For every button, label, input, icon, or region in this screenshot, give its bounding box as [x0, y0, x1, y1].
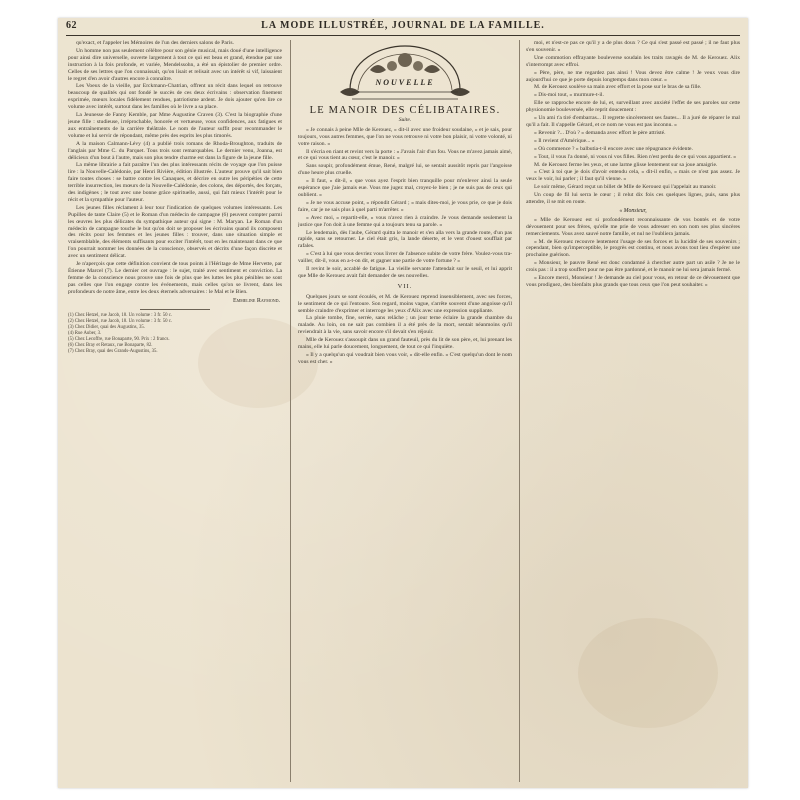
footnote: (6) Chez Bray et Retaux, rue Bonaparte, 82.	[68, 342, 153, 348]
paragraph: Je n'aperçois que cette définition convient de tous points à l'Héritage de Mme Hervette, par Étienne Marcel (7). Le dernier cet ouvrage : le sujet, traité avec sentiment et conviction. La femme de la conscience nous prouve une fois de plus que les luttes les plus pénibles ne sont pas celles que l'on engage contre les événements, mais celles qu'on se livrent, dans les profondeurs de notre âme, entre les deux éternels adversaires : le Mal et le Bien.	[68, 261, 282, 295]
footnote: (1) Chez Hetzel, rue Jacob, 18. Un volume : 3 fr. 50 c.	[68, 312, 173, 318]
column-middle-text	[298, 127, 512, 280]
column-middle-text-after	[298, 294, 512, 366]
column-divider	[290, 40, 291, 782]
paragraph: La pluie tombe, fine, serrée, sans relâche ; un jour terne éclaire la grande chambre du malade. Au loin, on ne sait pas combien il a été près de la mort, sentait néanmoins qu'il reviendrait à la vie, sans savoir encore s'il devait s'en réjouir.	[298, 315, 512, 336]
letter-paragraph: « Mlle de Kerouez est si profondément reconnaissante de vos bontés et de votre dévouement pour ses frères, qu'elle me prie de vous adresser en son nom ses plus sincères remerciements. Vous avez sauvé notre famille, et nul ne l'oubliera jamais.	[526, 216, 740, 237]
ornament-icon	[330, 40, 480, 102]
paragraph: Le lendemain, dès l'aube, Gérard quitta le manoir et s'en alla vers la grande route, d'un pas rapide, sans se retourner. Le ciel était gris, la lande déserte, et le vent d'ouest soufflait par rafales.	[298, 229, 512, 250]
newspaper-page	[58, 18, 748, 788]
paragraph: « C'est à lui que vous devriez vous livrer de l'absence subite de votre frère. Voulez-vous tra-vailler, dit-il, vous en a-t-on dit, et gagner une partie de votre fortune ? »	[298, 251, 512, 265]
footnote: (2) Chez Hetzel, rue Jacob, 18. Un volume : 3 fr. 50 c.	[68, 318, 173, 324]
paragraph: « Je ne vous accuse point, » répondit Gérard ; « mais dites-moi, je vous prie, ce que je dois faire, car je ne sais plus à quel parti m'arrêter. »	[298, 199, 512, 213]
paragraph: Sans soupir, profondément émue, René, malgré lui, se sentait aussitôt repris par l'angoisse d'une heure plus cruelle.	[298, 163, 512, 177]
column-left	[68, 40, 282, 782]
paragraph: « Avec moi, » repartit-elle, « vous n'avez rien à craindre. Je vous demande seulement la justice que l'on doit à une femme qui a toujours tenu sa parole. »	[298, 214, 512, 228]
paragraph: Mlle de Kerouez s'assoupit dans un grand fauteuil, près du lit de son père, et, lui prenant les mains, elle lui parle doucement, longuement, de tout ce qui l'inquiète.	[298, 337, 512, 351]
paragraph: « Il y a quelqu'un qui voudrait bien vous voir, » dit-elle enfin. « C'est quelqu'un dont le nom vous est cher. »	[298, 352, 512, 365]
vignette-label: NOUVELLE	[375, 78, 435, 87]
paragraph: Les Voeux de la vieille, par Erckmann-Chatrian, offrent un récit dans lequel on retrouve beaucoup de qualités qui ont fondé le succès de ces deux écrivains : observation finement exprimée, mœurs locales fidèlement rendues, patriotisme ardent. Je dois ajouter qu'en lire ce volume avec intérêt, surtout dans les familles où le livre a sa place.	[68, 83, 282, 111]
column-divider	[519, 40, 520, 782]
paragraph: Les jeunes filles réclament à leur tour l'indication de quelques volumes intéressants. Les Pupilles de tante Claire (5) et le Roman d'un médecin de campagne (6) peuvent compter parmi les œuvres les plus délicates du sympathique auteur qui signe : M. Maryan. Le Roman d'un médecin de campagne touche le but qu'on doit se proposer les écrivains quand ils composent des récits pour les femmes et les jeunes filles : trouver, dans une situation simple et vraisemblable, des éléments suffisants pour exciter l'intérêt, tout en les maintenant dans ce que l'on pourrait nommer les données de la conscience, observés et décrits d'une façon discrète et avec un sentiment délicat.	[68, 204, 282, 260]
letter-salutation: « Monsieur,	[619, 207, 647, 214]
story-title: LE MANOIR DES CÉLIBATAIRES.	[309, 105, 501, 116]
paragraph: Quelques jours se sont écoulés, et M. de Kerouez reprend insensiblement, avec ses forces, le sentiment de ce qui l'entoure. Son regard, moins vague, s'arrête souvent d'une angoisse qu'il semble craindre d'exprimer et interroge les yeux d'Alix avec une expression suppliante.	[298, 293, 512, 314]
section-number: VII.	[397, 282, 413, 290]
paragraph: Un coup de fil lui serra le cœur ; il relut dix fois ces quelques lignes, puis, sans plus attendre, il se mit en route.	[526, 192, 740, 206]
paragraph: A la maison Calmann-Lévy (4) a publié trois romans de Rhoda-Broughton, traduits de l'anglais par Mme C. du Parquet. Tous trois sont remarquables. Le dernier venu, Joanna, est délicieux d'un bout à l'autre, mais son plus tendre charme est dans la figure de la jeune fille.	[68, 140, 282, 161]
column-right-text	[526, 40, 740, 206]
footnote: (4) Rue Auber, 3.	[68, 330, 102, 336]
author-signature: Emmeline Raymond.	[233, 297, 280, 304]
nouvelle-vignette	[330, 40, 480, 102]
paragraph: « Je connais à peine Mlle de Kerouez, » dit-il avec une froideur soudaine, « et je sais, pour toujours, vous autres femmes, que l'on ne vous retrouve ni votre bon plaisir, ni votre volonté, ni votre raison. »	[298, 126, 512, 147]
footnote-rule	[140, 309, 210, 310]
paragraph: qu'exact, et l'appeler les Mémoires de l'un des derniers salons de Paris.	[76, 40, 234, 46]
page-header	[66, 20, 740, 34]
footnote: (5) Chez Lecoffre, rue Bonaparte, 90. Prix : 2 francs.	[68, 336, 170, 342]
paragraph: Une commotion effrayante bouleverse soudain les traits ravagés de M. de Kerouez. Alix s'interrompt avec effroi.	[526, 54, 740, 68]
paragraph: M. de Kerouez soulève sa main avec effort et la pose sur le bras de sa fille.	[534, 84, 702, 91]
paragraph: Il revint le soir, accablé de fatigue. La vieille servante l'attendait sur le seuil, et lui apprit que Mlle de Kerouez avait fait demander de ses nouvelles.	[298, 266, 512, 279]
paragraph: « Un ami t'a tiré d'embarras... Il regrette sincèrement ses fautes... Il a juré de réparer le mal qu'il a fait. Il s'appelle Gérard, et ce nom ne vous est pas inconnu. »	[526, 115, 740, 128]
story-subtitle: Suite.	[398, 116, 412, 123]
letter-paragraph: « Encore merci, Monsieur ! Je demande au ciel pour vous, en retour de ce dévouement que vous prodiguez, des bienfaits plus grands que tous ceux que l'on peut souhaiter. »	[526, 275, 740, 288]
paragraph: « Où commence ? » balbutia-t-il encore avec une répugnance évidente.	[534, 145, 693, 152]
footnotes	[68, 313, 282, 355]
paragraph: « Père, père, ne me regardez pas ainsi ! Vous devez être calme ! Je veux vous dire aujourd'hui ce que je porte depuis longtemps dans mon cœur. »	[526, 69, 740, 83]
paragraph: « Revenir ?... D'où ? » demanda avec effort le père attristé.	[534, 129, 666, 136]
paragraph: « Tout, il vous l'a donné, ni vous ni vos filles. Rien n'est perdu de ce qui vous appartient. »	[534, 153, 737, 160]
paragraph: Un homme non pas seulement célèbre pour son génie musical, mais doué d'une intelligence pour ainsi dire universelle, ouverte largement à tout ce qui est beau et grand, étendue par une instruction à la fois profonde, et variée, Mendelssohn, a été un épistolier de premier ordre. Celles de ses lettres que l'on connaissait, qu'on lisait et relisait avec un intérêt si vif, laissaient le regret d'en avoir d'autres encore à connaître.	[68, 47, 282, 82]
paragraph: « Il revient d'Amérique... »	[534, 137, 595, 144]
paragraph: Il s'écria en riant et revint vers la porte : « J'avais l'air d'un fou. Vous ne m'avez jamais aimé, et ce qui vous tient au cœur, c'est le manoir. »	[298, 148, 512, 162]
header-rule	[66, 35, 740, 36]
letter-paragraph: « Monsieur, le pauvre René est donc condamné à chercher autre part un asile ? Je ne le crois pas : il a trop souffert pour ne pas être pardonné, et le manoir ne lui sera jamais fermé.	[526, 260, 740, 274]
paragraph: « C'est à toi que je dois d'avoir entendu cela, » dit-il enfin, « mais ce n'est pas assez. Je veux le voir, lui parler ; il faut qu'il vienne. »	[526, 169, 740, 183]
letter-text	[526, 217, 740, 289]
paragraph: « Dis-moi tout, » murmure-t-il.	[534, 92, 604, 99]
column-left-text	[68, 40, 282, 296]
column-right	[526, 40, 740, 782]
paragraph: « Il faut, » dit-il, « que vous ayez l'esprit bien tranquille pour m'enlever ainsi la seule espérance que j'aie jamais eue. Vous me jugez mal, croyez-le bien ; je ne suis pas de ceux qui oublient. »	[298, 178, 512, 198]
footnote: (3) Chez Didier, quai des Augustins, 35.	[68, 324, 145, 330]
page-number: 62	[66, 20, 77, 31]
column-middle	[298, 40, 512, 782]
paragraph: La même librairie a fait paraître l'un des plus intéressants récits de voyage que l'on puisse lire : la Nouvelle-Calédonie, par Henri Rivière, édition illustrée. L'auteur prouve qu'il sait bien faire toutes choses : se battre contre les Canaques, et décrire en outre les péripéties de cette terrible insurrection, les mœurs de la Nouvelle-Calédonie, des colons, des déportés, des forçats, des indigènes ; le tout avec une bonne grâce spirituelle, aussi, qui fait mieux l'intérêt pour le récit et la sympathie pour l'auteur.	[68, 162, 282, 203]
footnote: (7) Chez Bray, quai des Grands-Augustins, 35.	[68, 348, 158, 354]
paragraph: moi, et n'est-ce pas ce qu'il y a de plus doux ? Ce qui s'est passé est passé ; il ne faut plus s'en souvenir. »	[526, 40, 740, 53]
journal-title: LA MODE ILLUSTRÉE, JOURNAL DE LA FAMILLE.	[261, 20, 545, 31]
paragraph: La Jeunesse de Fanny Kemble, par Mme Augustine Craven (3). C'est la biographie d'une jeune fille : studieuse, irréprochable, honorée et vertueuse, vous confidences, aux fatigues et aux entraînements de la carrière théâtrale. Le nom de l'auteur suffit pour recommander le volume et lui servir de répondant, même près des esprits les plus timorés.	[68, 112, 282, 139]
paragraph: Elle se rapproche encore de lui, et, surveillant avec anxiété l'effet de ses paroles sur cette physionomie bouleversée, elle reprit doucement :	[526, 100, 740, 114]
letter-paragraph: « M. de Kerouez recouvre lentement l'usage de ses forces et la lucidité de ses souvenirs ; cependant, bien qu'imperceptible, le progrès est continu, et nous avons tout lieu d'espérer une prochaine guérison.	[526, 238, 740, 259]
paragraph: M. de Kerouez ferme les yeux, et une larme glisse lentement sur sa joue amaigrie.	[534, 161, 718, 168]
paragraph: Le soir même, Gérard reçut un billet de Mlle de Kerouez qui l'appelait au manoir.	[534, 184, 717, 191]
